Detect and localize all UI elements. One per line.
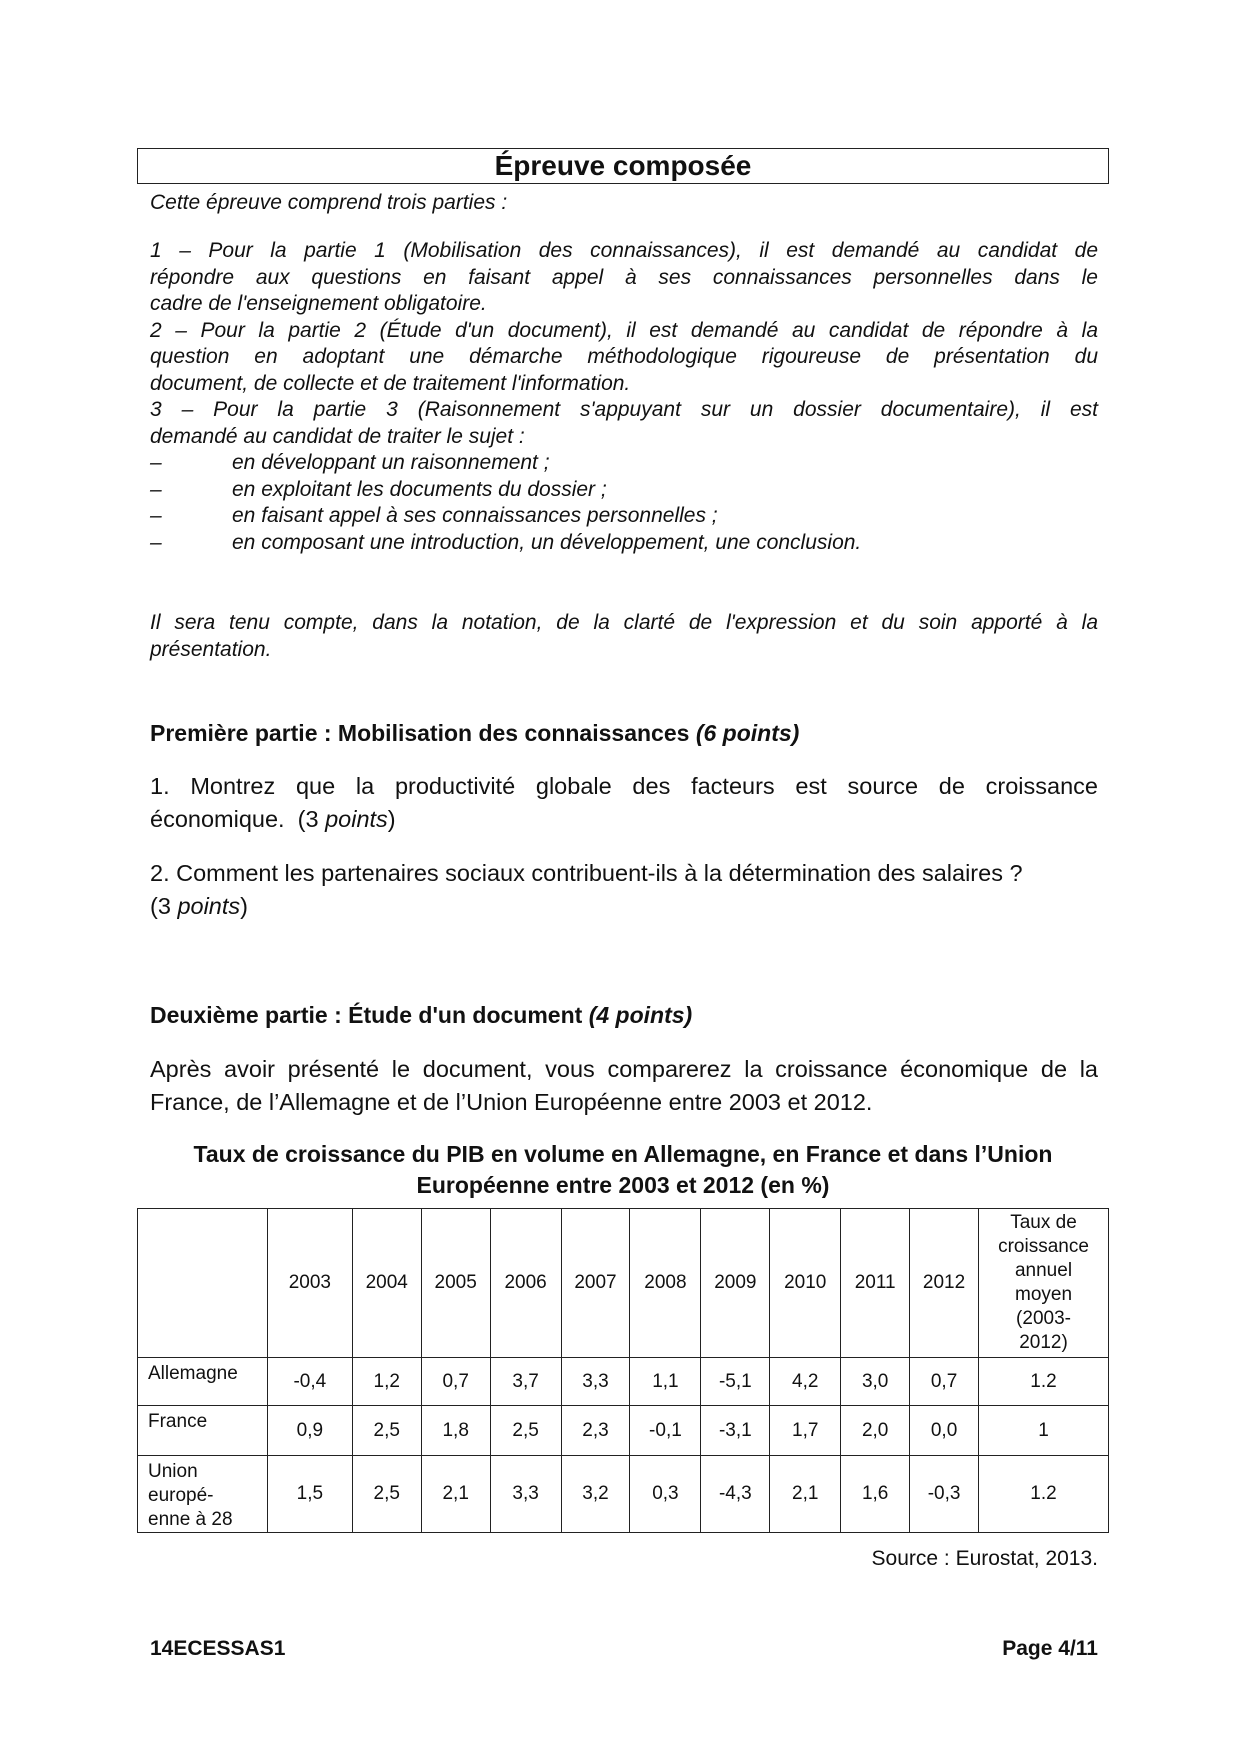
row-label-line: France [148, 1411, 208, 1432]
avg-header-line: annuel [1014, 1260, 1073, 1281]
question-2 [150, 857, 1098, 923]
row-label-line: enne à 28 [148, 1509, 233, 1530]
part2-instr-line: 2 – Pour la partie 2 (Étude d'un document), il est demandé au candidat de répondre à la [150, 318, 1098, 342]
table-cell: -3,1 [701, 1406, 770, 1456]
year-header: 2003 [267, 1209, 352, 1358]
bullet-dash: – [150, 504, 162, 527]
bullet-dash: – [150, 530, 162, 554]
partie2-consigne [150, 1053, 1098, 1119]
year-header: 2006 [490, 1209, 561, 1358]
row-label [138, 1456, 268, 1533]
bullet-item [150, 450, 1098, 477]
year-header: 2005 [421, 1209, 490, 1358]
partie1-heading-text: Première partie : Mobilisation des connaissances [150, 720, 690, 746]
partie1-points: (6 points) [695, 720, 800, 746]
bullet-text: en composant une introduction, un développement, une conclusion. [232, 530, 862, 554]
table-cell: 2,5 [490, 1406, 561, 1456]
year-header: 2010 [770, 1209, 841, 1358]
table-title-line: Européenne entre 2003 et 2012 (en %) [416, 1172, 830, 1198]
bullet-text: en faisant appel à ses connaissances personnelles ; [232, 504, 718, 527]
q1-line: 1. Montrez que la productivité globale des facteurs est source de croissance [150, 773, 1098, 799]
partie2-heading [150, 1001, 692, 1029]
table-row [138, 1358, 1109, 1406]
bullet-text: en exploitant les documents du dossier ; [232, 477, 607, 501]
avg-header-line: Taux de [1010, 1212, 1077, 1233]
table-cell: 2,0 [841, 1406, 910, 1456]
q2-line: 2. Comment les partenaires sociaux contribuent-ils à la détermination des salaires ? [150, 860, 1023, 886]
bullet-text: en développant un raisonnement ; [232, 451, 550, 474]
table-header-row [138, 1209, 1109, 1358]
part3-instr-line: 3 – Pour la partie 3 (Raisonnement s'appuyant sur un dossier documentaire), il est [150, 398, 1098, 421]
table-cell: 2,5 [352, 1456, 421, 1533]
table-cell: 1,6 [841, 1456, 910, 1533]
table-title [137, 1139, 1109, 1201]
notation-note [150, 610, 1098, 663]
table-corner-cell [138, 1209, 268, 1358]
notation-line: présentation. [150, 637, 272, 661]
table-source: Source : Eurostat, 2013. [871, 1547, 1098, 1570]
table-cell: 3,7 [490, 1358, 561, 1406]
table-cell: 3,3 [490, 1456, 561, 1533]
table-cell: 1,2 [352, 1358, 421, 1406]
year-header: 2007 [561, 1209, 630, 1358]
table-cell: 4,2 [770, 1358, 841, 1406]
page-title: Épreuve composée [137, 148, 1109, 184]
table-cell: 0,9 [267, 1406, 352, 1456]
table-cell: 2,3 [561, 1406, 630, 1456]
table-cell: 3,2 [561, 1456, 630, 1533]
table-cell: 0,3 [630, 1456, 701, 1533]
table-cell: 3,3 [561, 1358, 630, 1406]
consigne-line: France, de l’Allemagne et de l’Union Européenne entre 2003 et 2012. [150, 1089, 873, 1115]
avg-cell: 1 [979, 1406, 1109, 1456]
table-row [138, 1456, 1109, 1533]
q1-points-close: ) [387, 806, 396, 832]
consigne-line: Après avoir présenté le document, vous comparerez la croissance économique de la [150, 1056, 1098, 1082]
footer-code: 14ECESSAS1 [150, 1637, 286, 1660]
table-cell: -0,4 [267, 1358, 352, 1406]
bullet-dash: – [150, 477, 162, 501]
question-1 [150, 770, 1098, 836]
notation-line: Il sera tenu compte, dans la notation, de la clarté de l'expression et du soin apporté à la [150, 611, 1098, 634]
table-cell: 1,1 [630, 1358, 701, 1406]
q1-line: économique. [150, 806, 285, 832]
part1-instr-line: cadre de l'enseignement obligatoire. [150, 292, 487, 315]
partie2-heading-text: Deuxième partie : Étude d'un document [150, 1002, 583, 1028]
table-cell: 0,7 [421, 1358, 490, 1406]
row-label-line: europé- [148, 1485, 214, 1506]
q2-points-close: ) [240, 893, 248, 919]
intro-text: Cette épreuve comprend trois parties : [150, 191, 508, 214]
year-header: 2004 [352, 1209, 421, 1358]
part2-instr-line: question en adoptant une démarche méthodologique rigoureuse de présentation du [150, 345, 1098, 368]
bullet-item [150, 503, 1098, 530]
q1-points-open: (3 [297, 806, 319, 832]
bullet-item [150, 530, 1098, 557]
bullet-item [150, 477, 1098, 504]
table-cell: -5,1 [701, 1358, 770, 1406]
q1-points-word: points [325, 806, 388, 832]
year-header: 2011 [841, 1209, 910, 1358]
q2-points-word: points [177, 893, 241, 919]
year-header: 2009 [701, 1209, 770, 1358]
footer-page-number: Page 4/11 [1002, 1637, 1098, 1660]
table-cell: 1,5 [267, 1456, 352, 1533]
partie2-points: (4 points) [588, 1002, 693, 1028]
part1-instr-line: répondre aux questions en faisant appel à ses connaissances personnelles dans le [150, 265, 1098, 289]
row-label [138, 1358, 268, 1406]
table-cell: 3,0 [841, 1358, 910, 1406]
table-cell: 2,5 [352, 1406, 421, 1456]
avg-growth-header [979, 1209, 1109, 1358]
part2-instr-line: document, de collecte et de traitement l'information. [150, 371, 631, 395]
part3-instr-line: demandé au candidat de traiter le sujet : [150, 424, 525, 448]
table-cell: 0,7 [910, 1358, 979, 1406]
avg-header-line: 2012) [1019, 1332, 1068, 1353]
avg-cell: 1.2 [979, 1358, 1109, 1406]
table-cell: 1,8 [421, 1406, 490, 1456]
year-header: 2008 [630, 1209, 701, 1358]
q2-points-open: (3 [150, 893, 171, 919]
part-instructions [150, 238, 1098, 556]
table-cell: -4,3 [701, 1456, 770, 1533]
row-label-line: Union [148, 1461, 198, 1482]
table-cell: -0,3 [910, 1456, 979, 1533]
avg-header-line: moyen [1015, 1284, 1073, 1305]
avg-header-line: croissance [998, 1236, 1089, 1257]
part1-instr-line: 1 – Pour la partie 1 (Mobilisation des connaissances), il est demandé au candidat de [150, 239, 1098, 262]
gdp-growth-table [137, 1208, 1109, 1533]
year-header: 2012 [910, 1209, 979, 1358]
row-label-line: Allemagne [148, 1363, 238, 1384]
table-cell: 2,1 [770, 1456, 841, 1533]
avg-cell: 1.2 [979, 1456, 1109, 1533]
table-row [138, 1406, 1109, 1456]
table-cell: -0,1 [630, 1406, 701, 1456]
table-title-line: Taux de croissance du PIB en volume en Allemagne, en France et dans l’Union [193, 1141, 1053, 1167]
partie1-heading [150, 719, 799, 747]
row-label [138, 1406, 268, 1456]
table-cell: 2,1 [421, 1456, 490, 1533]
table-cell: 1,7 [770, 1406, 841, 1456]
instructions [150, 190, 1098, 217]
bullet-dash: – [150, 451, 162, 474]
table-cell: 0,0 [910, 1406, 979, 1456]
avg-header-line: (2003- [1016, 1308, 1071, 1329]
